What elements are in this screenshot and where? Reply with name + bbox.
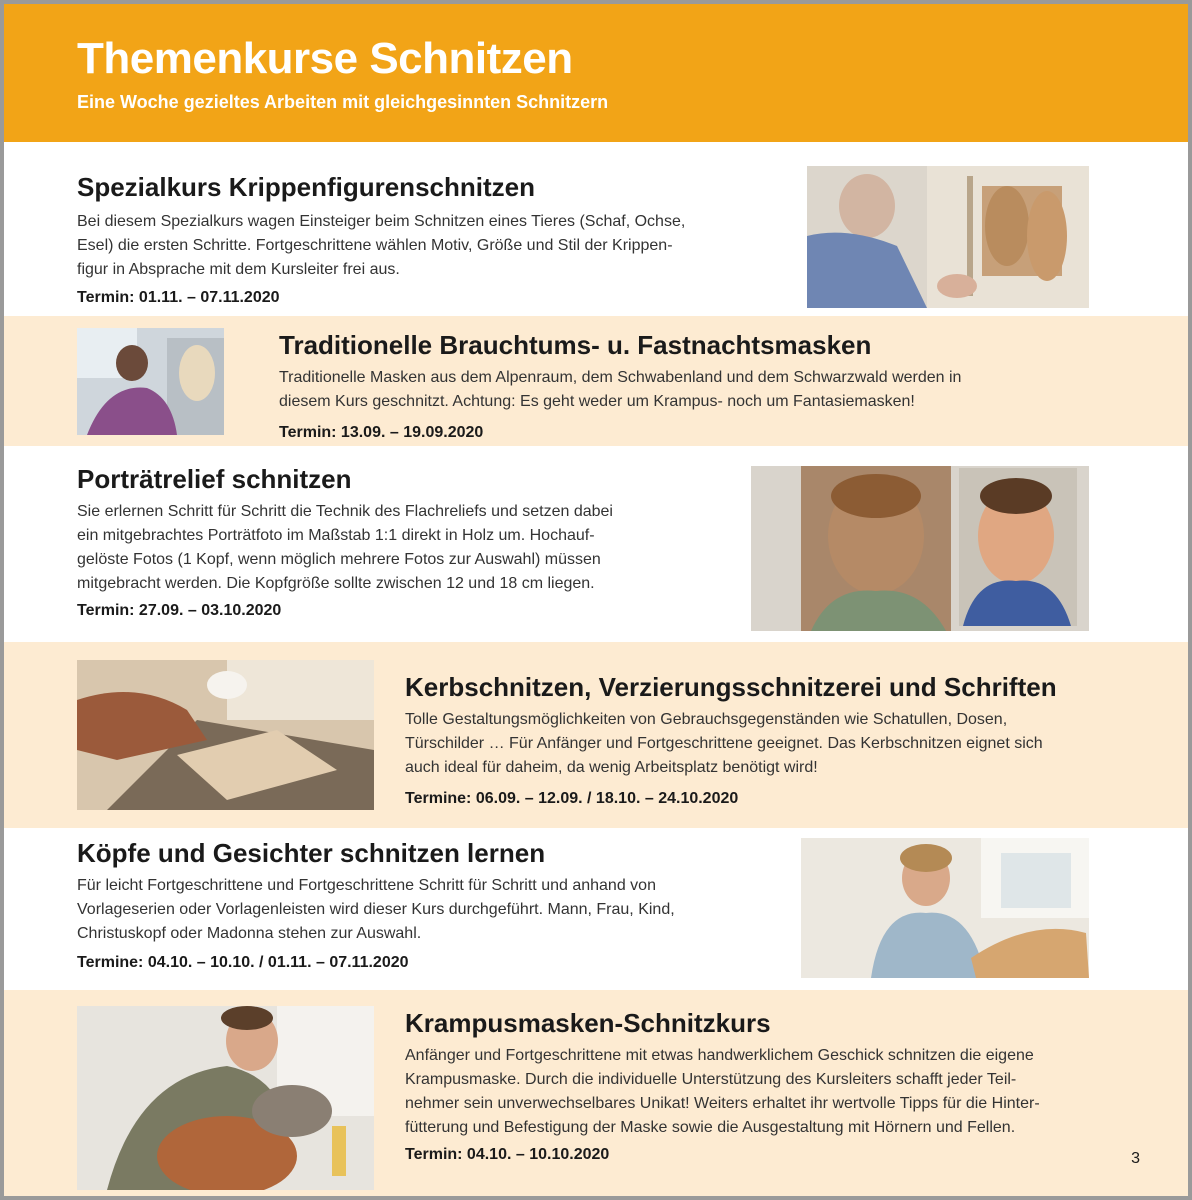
course-section-krippenfiguren (4, 142, 1188, 316)
brochure-page (4, 4, 1188, 1196)
course-title: Porträtrelief schnitzen (77, 464, 352, 494)
description-line: Tolle Gestaltungsmöglichkeiten von Gebrauchsgegenständen wie Schatullen, Dosen, (405, 711, 1008, 728)
header-banner (4, 4, 1188, 142)
page-title: Themenkurse Schnitzen (77, 34, 573, 83)
description-line: Vorlageserien oder Vorlagenleisten wird dieser Kurs durchgeführt. Mann, Frau, Kind, (77, 901, 675, 918)
description-line: Bei diesem Spezialkurs wagen Einsteiger beim Schnitzen eines Tieres (Schaf, Ochse, (77, 213, 686, 230)
photo-mask-carver (77, 328, 224, 435)
description-line: Esel) die ersten Schritte. Fortgeschrittene wählen Motiv, Größe und Stil der Krippen- (77, 237, 673, 254)
photo-carver-nativity (807, 166, 1089, 308)
description-line: Krampusmaske. Durch die individuelle Unterstützung des Kursleiters schafft jeder Teil- (405, 1071, 1017, 1088)
page-number: 3 (1131, 1150, 1140, 1167)
photo-chip-carving (77, 660, 374, 810)
course-date: Termine: 04.10. – 10.10. / 01.11. – 07.11.2020 (77, 954, 409, 971)
course-title: Kerbschnitzen, Verzierungsschnitzerei und Schriften (405, 672, 1057, 702)
page-subtitle: Eine Woche gezieltes Arbeiten mit gleichgesinnten Schnitzern (77, 92, 609, 112)
course-date: Termin: 13.09. – 19.09.2020 (279, 424, 484, 441)
course-section-fastnachtsmasken (4, 316, 1188, 446)
description-line: auch ideal für daheim, da wenig Arbeitsplatz benötigt wird! (405, 759, 818, 776)
description-line: nehmer sein unverwechselbares Unikat! Weiters erhaltet ihr wertvolle Tipps für die Hinter- (405, 1095, 1040, 1112)
course-section-koepfe (4, 828, 1188, 990)
course-description (405, 708, 1125, 780)
course-date: Termin: 04.10. – 10.10.2020 (405, 1146, 610, 1163)
course-description (405, 1044, 1135, 1140)
course-description (77, 500, 717, 596)
description-line: Anfänger und Fortgeschrittene mit etwas handwerklichem Geschick schnitzen die eigene (405, 1047, 1034, 1064)
description-line: Traditionelle Masken aus dem Alpenraum, dem Schwabenland und dem Schwarzwald werden in (279, 369, 962, 386)
course-section-portraetrelief (4, 446, 1188, 642)
course-description (77, 210, 777, 282)
course-date: Termin: 01.11. – 07.11.2020 (77, 289, 280, 306)
course-title: Spezialkurs Krippenfigurenschnitzen (77, 172, 535, 202)
photo-woman-carving (801, 838, 1089, 978)
course-date: Termin: 27.09. – 03.10.2020 (77, 602, 282, 619)
description-line: fütterung und Befestigung der Maske sowie die Ausgestaltung mit Hörnern und Fellen. (405, 1119, 1016, 1136)
course-date: Termine: 06.09. – 12.09. / 18.10. – 24.10.2020 (405, 790, 739, 807)
photo-portrait-relief (751, 466, 1089, 631)
description-line: Sie erlernen Schritt für Schritt die Technik des Flachreliefs und setzen dabei (77, 503, 613, 520)
course-description (279, 366, 1109, 414)
description-line: gelöste Fotos (1 Kopf, wenn möglich mehrere Fotos zur Auswahl) müssen (77, 551, 601, 568)
description-line: ein mitgebrachtes Porträtfoto im Maßstab 1:1 direkt in Holz um. Hochauf- (77, 527, 595, 544)
description-line: Für leicht Fortgeschrittene und Fortgeschrittene Schritt für Schritt und anhand von (77, 877, 656, 894)
course-title: Köpfe und Gesichter schnitzen lernen (77, 838, 546, 868)
description-line: mitgebracht werden. Die Kopfgröße sollte zwischen 12 und 18 cm liegen. (77, 575, 595, 592)
photo-krampus-carver (77, 1006, 374, 1190)
course-description (77, 874, 777, 946)
description-line: Türschilder … Für Anfänger und Fortgeschrittene geeignet. Das Kerbschnitzen eignet sich (405, 735, 1043, 752)
course-section-krampusmasken (4, 990, 1188, 1196)
description-line: figur in Absprache mit dem Kursleiter frei aus. (77, 261, 400, 278)
course-title: Krampusmasken-Schnitzkurs (405, 1008, 771, 1038)
description-line: Christuskopf oder Madonna stehen zur Auswahl. (77, 925, 422, 942)
course-title: Traditionelle Brauchtums- u. Fastnachtsmasken (279, 330, 872, 360)
course-section-kerbschnitzen (4, 642, 1188, 828)
description-line: diesem Kurs geschnitzt. Achtung: Es geht weder um Krampus- noch um Fantasiemasken! (279, 393, 915, 410)
